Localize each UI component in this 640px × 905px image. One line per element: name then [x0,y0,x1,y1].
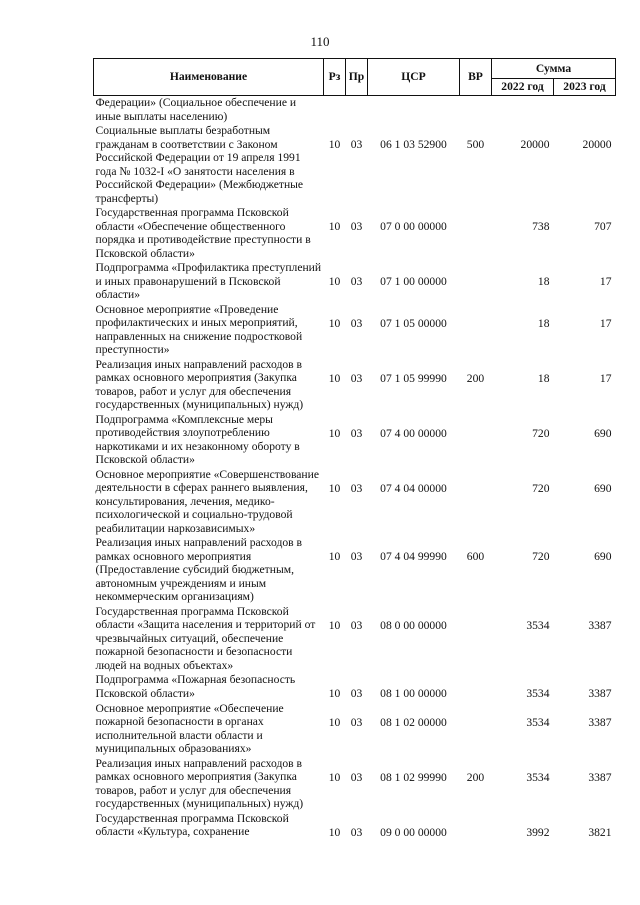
cell-csr [368,96,460,125]
cell-sum-2023 [554,96,616,125]
cell-sum-2023: 3387 [588,770,612,784]
cell-pr: 03 [350,687,363,700]
cell-rz [324,96,346,125]
cell-sum-2022: 18 [537,275,550,288]
cell-sum-2023: 17 [599,316,612,330]
cell-vr [460,605,492,674]
table-row [94,303,616,358]
budget-table [93,58,616,840]
cell-name: Государственная программа Псковской области «Обеспечение общественного порядка и противодействие преступности в Псковской области» [95,206,311,260]
cell-csr: 07 1 05 99990 [380,371,447,385]
cell-sum-2022: 3534 [526,715,550,729]
table-row [94,261,616,303]
cell-sum-2023: 20000 [582,138,612,151]
cell-name: Подпрограмма «Пожарная безопасность Псковской области» [95,673,296,700]
cell-vr [460,206,492,261]
cell-csr: 06 1 03 52900 [380,138,447,151]
cell-sum-2022: 738 [532,220,550,233]
page-number: 110 [310,34,330,49]
header-year-2022: 2022 год [492,78,554,95]
table-row [94,673,616,702]
cell-sum-2022: 18 [537,371,550,385]
cell-rz: 10 [328,371,341,385]
cell-vr: 600 [466,550,485,563]
header-rz: Рз [324,59,346,96]
cell-sum-2023: 690 [594,550,612,563]
cell-sum-2022 [492,96,554,125]
header-csr: ЦСР [368,59,460,96]
table-row [94,605,616,674]
cell-name: Государственная программа Псковской области «Защита населения и территорий от чрезвычайных ситуаций, обеспечение пожарной безопасности и безопасности людей на водных объектах» [95,604,316,672]
header-year-2023: 2023 год [554,78,616,95]
cell-csr: 07 4 00 00000 [380,426,447,440]
cell-name: Подпрограмма «Комплексные меры противодействия злоупотреблению наркотиками и их незаконному обороту в Псковской области» [95,412,300,466]
cell-sum-2023: 3821 [588,825,612,839]
cell-rz: 10 [328,316,341,330]
cell-rz: 10 [328,275,341,288]
cell-name: Реализация иных направлений расходов в рамках основного мероприятия (Закупка товаров, работ и услуг для обеспечения государственных (муниципальных) нужд) [95,357,304,411]
table-row [94,358,616,413]
cell-csr: 07 4 04 00000 [380,481,447,495]
table-body [94,96,616,841]
cell-vr: 500 [466,138,485,151]
cell-pr [346,96,368,125]
cell-sum-2022: 3534 [526,687,550,700]
cell-csr: 07 4 04 99990 [380,550,447,563]
cell-pr: 03 [350,715,363,729]
cell-pr: 03 [350,371,363,385]
cell-name: Основное мероприятие «Совершенствование деятельности в сферах раннего выявления, консультирования, лечения, медико-психологической и социально-трудовой реабилитации наркозависимых» [95,467,319,535]
cell-csr: 07 1 05 00000 [380,316,447,330]
cell-pr: 03 [350,275,363,288]
table-row [94,757,616,812]
cell-sum-2022: 3992 [526,825,550,839]
cell-csr: 09 0 00 00000 [380,825,447,839]
cell-name: Подпрограмма «Профилактика преступлений и иных правонарушений в Псковской области» [95,261,322,301]
cell-sum-2022: 720 [532,481,550,495]
header-name: Наименование [94,59,324,96]
cell-pr: 03 [350,481,363,495]
table-row [94,812,616,841]
cell-pr: 03 [350,426,363,440]
cell-csr: 08 0 00 00000 [380,618,447,632]
cell-sum-2023: 3387 [588,687,612,700]
cell-rz: 10 [328,220,341,233]
cell-sum-2022: 3534 [526,618,550,632]
table-row [94,702,616,757]
cell-vr: 200 [466,770,485,784]
cell-sum-2022: 18 [537,316,550,330]
cell-vr [460,812,492,841]
cell-sum-2022: 3534 [526,770,550,784]
cell-csr: 07 1 00 00000 [380,275,447,288]
cell-pr: 03 [350,550,363,563]
cell-name: Федерации» (Социальное обеспечение и иные выплаты населению) [95,96,297,123]
cell-sum-2023: 3387 [588,715,612,729]
table-row [94,468,616,537]
cell-csr: 08 1 02 00000 [380,715,447,729]
cell-rz: 10 [328,687,341,700]
cell-rz: 10 [328,825,341,839]
header-sum: Сумма [492,59,616,79]
cell-sum-2023: 17 [599,275,612,288]
cell-pr: 03 [350,316,363,330]
cell-rz: 10 [328,481,341,495]
table-row [94,124,616,206]
cell-vr [460,468,492,537]
cell-sum-2023: 3387 [588,618,612,632]
table-row [94,206,616,261]
cell-vr [460,413,492,468]
cell-rz: 10 [328,550,341,563]
cell-sum-2022: 720 [532,426,550,440]
cell-pr: 03 [350,770,363,784]
cell-sum-2023: 690 [594,426,612,440]
cell-vr [460,702,492,757]
cell-csr: 08 1 02 99990 [380,770,447,784]
cell-sum-2023: 707 [594,220,612,233]
cell-name: Социальные выплаты безработным гражданам в соответствии с Законом Российской Федерации от 19 апреля 1991 года № 1032-I «О занятости населения в Российской Федерации» (Межбюджетные трансферты) [95,124,304,205]
cell-vr [460,303,492,358]
cell-pr: 03 [350,618,363,632]
table-row [94,96,616,125]
cell-sum-2022: 720 [532,550,550,563]
cell-name: Основное мероприятие «Проведение профилактических и иных мероприятий, направленных на снижение подростковой преступности» [95,302,303,356]
cell-vr: 200 [466,371,485,385]
cell-rz: 10 [328,618,341,632]
cell-rz: 10 [328,426,341,440]
cell-name: Государственная программа Псковской области «Культура, сохранение [95,811,289,838]
cell-csr: 07 0 00 00000 [380,220,447,233]
cell-pr: 03 [350,220,363,233]
cell-csr: 08 1 00 00000 [380,687,447,700]
table-row [94,413,616,468]
header-vr: ВР [460,59,492,96]
cell-rz: 10 [328,138,341,151]
cell-vr [460,96,492,125]
cell-pr: 03 [350,825,363,839]
cell-vr [460,261,492,303]
cell-pr: 03 [350,138,363,151]
cell-sum-2023: 17 [599,371,612,385]
cell-sum-2023: 690 [594,481,612,495]
cell-vr [460,673,492,702]
cell-rz: 10 [328,715,341,729]
table-row [94,536,616,605]
cell-name: Реализация иных направлений расходов в рамках основного мероприятия (Предоставление субсидий бюджетным, автономным учреждениям и иным некоммерческим организациям) [95,536,302,603]
cell-name: Реализация иных направлений расходов в рамках основного мероприятия (Закупка товаров, работ и услуг для обеспечения государственных (муниципальных) нужд) [95,756,304,810]
header-pr: Пр [346,59,368,96]
cell-name: Основное мероприятие «Обеспечение пожарной безопасности в органах исполнительной власти области и муниципальных образованиях» [95,701,284,755]
cell-sum-2022: 20000 [520,138,550,151]
cell-rz: 10 [328,770,341,784]
